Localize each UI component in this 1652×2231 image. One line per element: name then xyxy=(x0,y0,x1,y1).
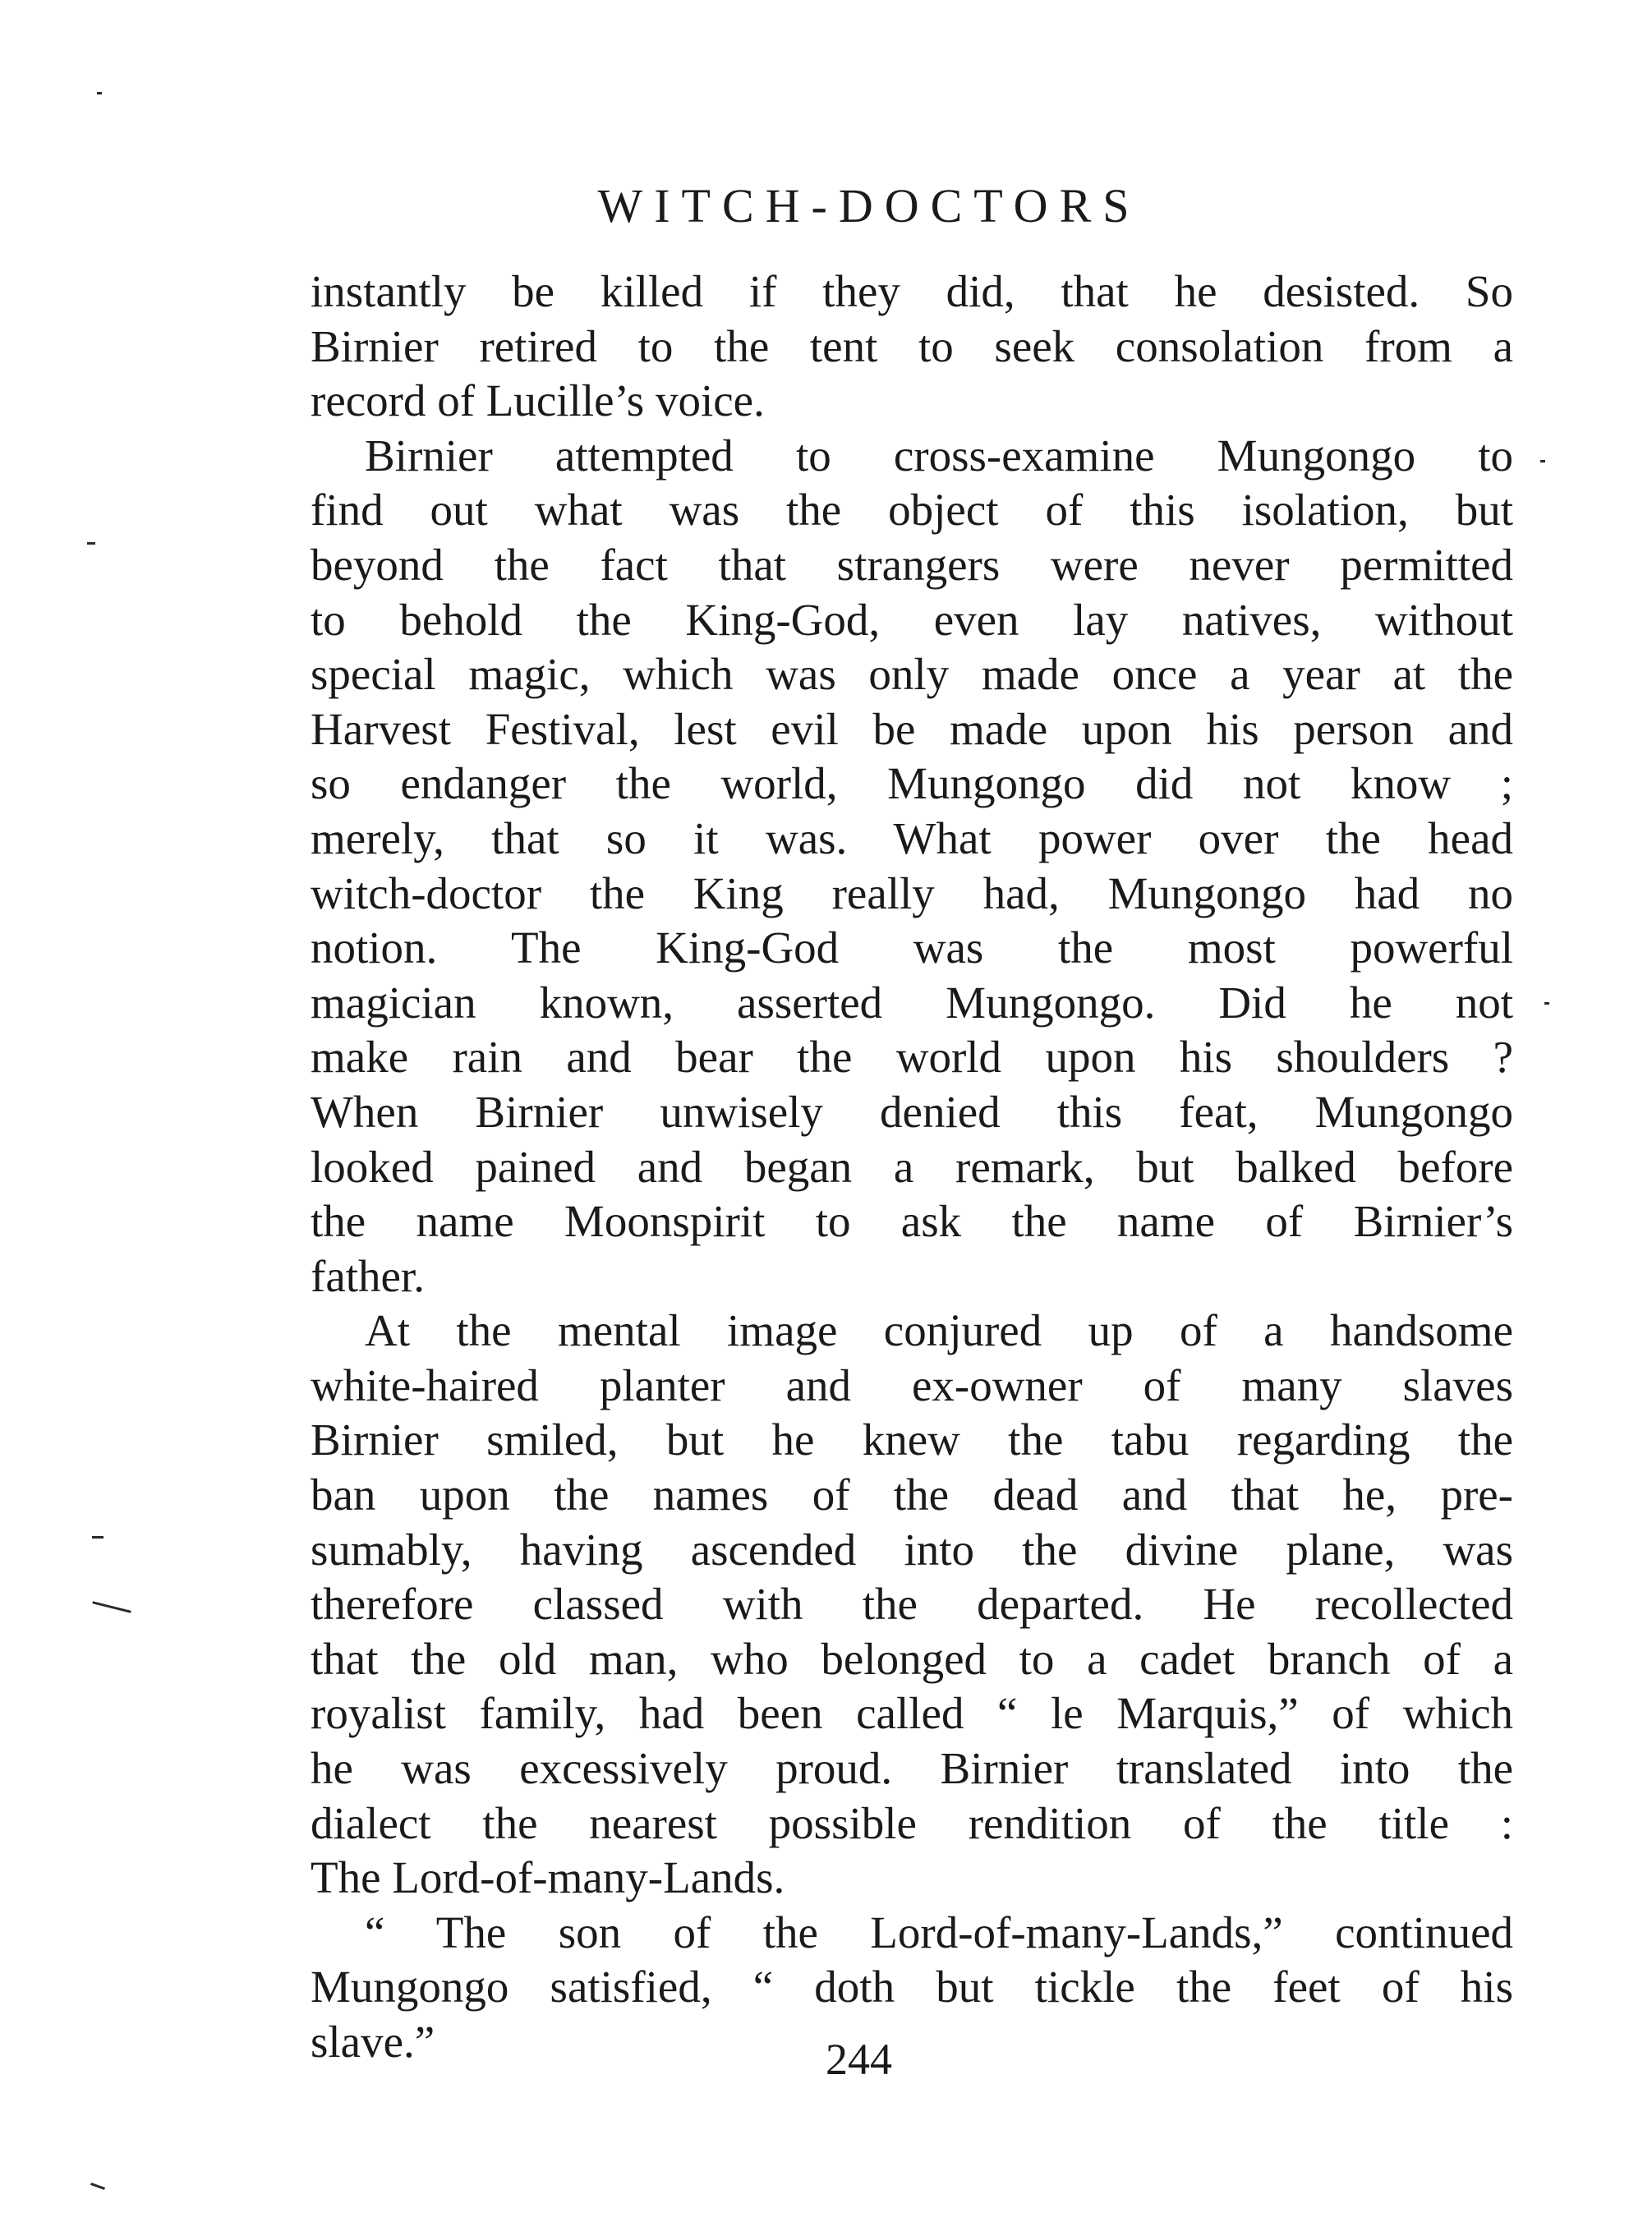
scan-speck xyxy=(87,542,95,545)
text-line: sumably, having ascended into the divine plane, was xyxy=(311,1524,1513,1575)
text-line: royalist family, had been called “ le Marquis,” of which xyxy=(311,1688,1513,1739)
scan-speck xyxy=(97,92,102,94)
scan-speck xyxy=(1540,460,1545,462)
text-line: father. xyxy=(311,1250,425,1301)
text-line: dialect the nearest possible rendition of the title : xyxy=(311,1797,1513,1848)
text-line: beyond the fact that strangers were never permitted xyxy=(311,539,1513,590)
text-line: magician known, asserted Mungongo. Did he not xyxy=(311,977,1513,1028)
text-line: notion. The King-God was the most powerful xyxy=(311,922,1513,973)
text-line: instantly be killed if they did, that he desisted. So xyxy=(311,266,1513,316)
text-line: ban upon the names of the dead and that he, pre- xyxy=(311,1470,1513,1520)
scan-speck xyxy=(92,1601,131,1613)
text-line: special magic, which was only made once a year at the xyxy=(311,649,1513,700)
text-line: When Birnier unwisely denied this feat, Mungongo xyxy=(311,1086,1513,1137)
text-line: to behold the King-God, even lay natives, without xyxy=(311,594,1513,645)
body-text xyxy=(311,264,1513,2070)
text-line: therefore classed with the departed. He recollected xyxy=(311,1579,1513,1630)
text-line: he was excessively proud. Birnier translated into the xyxy=(311,1743,1513,1794)
text-line: “ The son of the Lord-of-many-Lands,” continued xyxy=(365,1907,1513,1957)
text-line: find out what was the object of this isolation, but xyxy=(311,485,1513,536)
text-line: white-haired planter and ex-owner of many slaves xyxy=(311,1359,1513,1410)
text-line: witch-doctor the King really had, Mungongo had no xyxy=(311,867,1513,918)
text-line: Birnier retired to the tent to seek consolation from a xyxy=(311,320,1513,371)
text-line: looked pained and began a remark, but balked before xyxy=(311,1141,1513,1192)
running-head: WITCH-DOCTORS xyxy=(597,179,1141,232)
text-line: so endanger the world, Mungongo did not know ; xyxy=(311,758,1513,809)
text-line: Harvest Festival, lest evil be made upon his person and xyxy=(311,703,1513,754)
text-line: the name Moonspirit to ask the name of Birnier’s xyxy=(311,1196,1513,1247)
text-line: Birnier smiled, but he knew the tabu regarding the xyxy=(311,1414,1513,1465)
text-line: merely, that so it was. What power over the head xyxy=(311,812,1513,863)
scan-speck xyxy=(92,1536,104,1539)
text-line: At the mental image conjured up of a handsome xyxy=(365,1305,1513,1356)
text-line: slave.” xyxy=(311,2017,435,2067)
text-line: make rain and bear the world upon his shoulders ? xyxy=(311,1032,1513,1083)
scan-speck xyxy=(90,2183,105,2190)
text-line: record of Lucille’s voice. xyxy=(311,375,765,426)
text-line: Birnier attempted to cross-examine Mungongo to xyxy=(365,430,1513,481)
text-line: that the old man, who belonged to a cadet branch of a xyxy=(311,1633,1513,1684)
scan-speck xyxy=(1544,1002,1549,1005)
text-line: The Lord-of-many-Lands. xyxy=(311,1852,785,1903)
page-number: 244 xyxy=(826,2035,892,2084)
text-line: Mungongo satisfied, “ doth but tickle the feet of his xyxy=(311,1962,1513,2012)
